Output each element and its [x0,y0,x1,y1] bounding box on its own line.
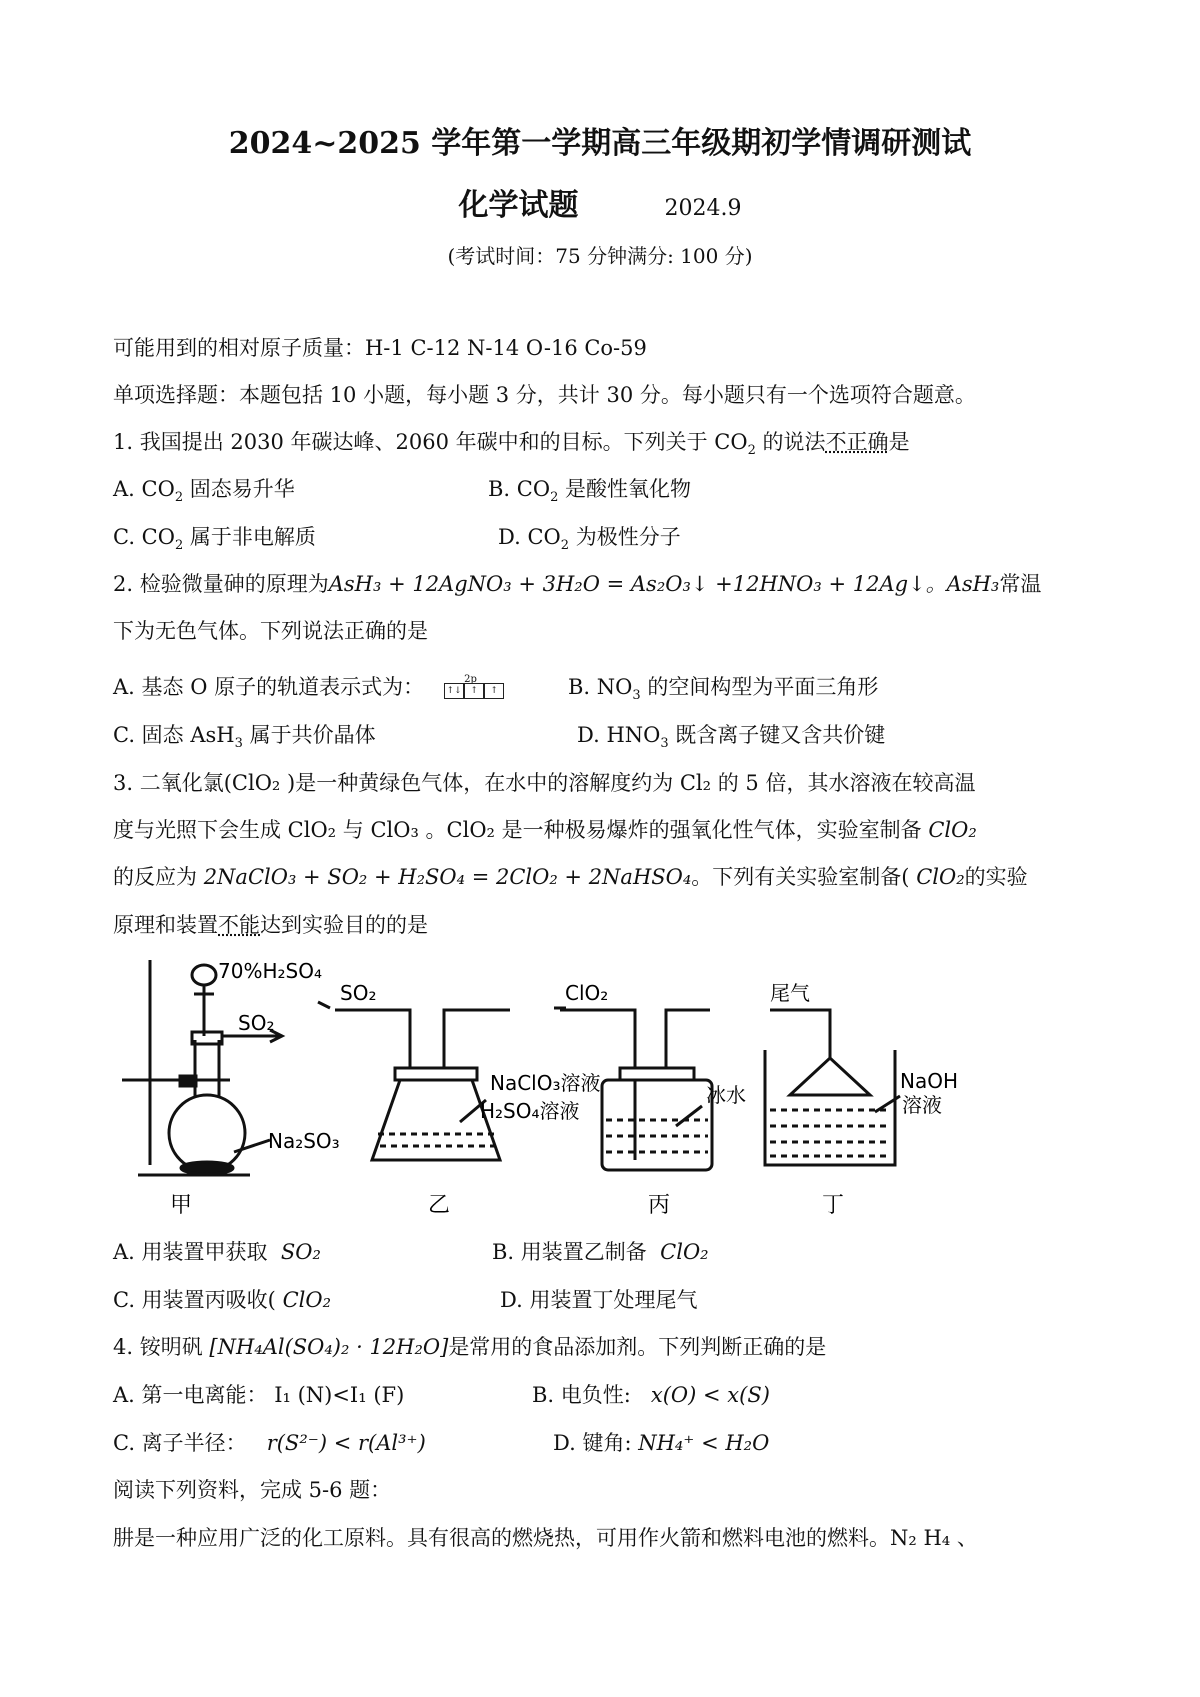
q1-option-a[interactable]: A. $CO_2$ 固态易升华 [113,477,295,506]
q1-option-c[interactable]: C. $CO_2$ 属于非电解质 [113,525,316,554]
q1-option-b[interactable]: B. $CO_2$ 是酸性氧化物 [488,477,692,506]
question-3-line-3: 的反应为 2NaClO₃ + SO₂ + H₂SO₄ = 2ClO₂ + 2NaHSO₄。下列有关实验室制备( ClO₂的实验 [113,865,1028,889]
q2-option-c[interactable]: C. 固态 AsH$_3$ 属于共价晶体 [113,723,376,752]
subject-line [0,180,1200,224]
label-so2-in: SO₂ [340,981,377,1005]
q3-option-d[interactable]: D. 用装置丁处理尾气 [500,1288,698,1312]
label-naoh: NaOH [900,1069,958,1093]
label-ice-water: 冰水 [706,1083,746,1107]
label-na2so3: Na₂SO₃ [268,1129,340,1153]
label-naclo3-solution: NaClO₃溶液 [490,1071,601,1095]
label-apparatus-bing: 丙 [648,1193,671,1218]
section-instructions: 单项选择题：本题包括 10 小题，每小题 3 分，共计 30 分。每小题只有一个选项符合题意。 [113,383,976,407]
orbital-diagram: 2p ↑↓ ↑ ↑ [444,677,504,701]
atomic-masses: 可能用到的相对原子质量：H-1 C-12 N-14 O-16 Co-59 [113,336,647,360]
q2-option-d[interactable]: D. $HNO_3$ 既含离子键又含共价键 [577,723,886,752]
reaction-equation: AsH₃ + 12AgNO₃ + 3H₂O = As₂O₃↓ +12HNO₃ + 12Ag↓。AsH₃ [328,572,1000,596]
q4-option-d[interactable]: D. 键角: NH₄⁺ < H₂O [553,1431,770,1455]
exam-info: (考试时间：75 分钟满分: 100 分) [447,244,753,268]
q4-option-c[interactable]: C. 离子半径： r(S²⁻) < r(Al³⁺) [113,1431,426,1455]
q1-option-d[interactable]: D. $CO_2$ 为极性分子 [498,525,681,554]
q4-option-b[interactable]: B. 电负性: x(O) < x(S) [532,1383,770,1407]
emphasis-text: 不能 [218,913,260,937]
question-2-stem: 2. 检验微量砷的原理为AsH₃ + 12AgNO₃ + 3H₂O = As₂O₃↓ +12HNO₃ + 12Ag↓。AsH₃常温 [113,572,1042,596]
question-3-line-4: 原理和装置不能达到实验目的的是 [113,913,428,937]
question-3-line-1: 3. 二氧化氯(ClO₂ )是一种黄绿色气体，在水中的溶解度约为 Cl₂ 的 5 倍，其水溶液在较高温 [113,771,976,795]
emphasis-text: 不正确 [825,430,889,454]
label-so2-out: SO₂ [238,1011,275,1035]
q3-option-c[interactable]: C. 用装置丙吸收( ClO₂ [113,1288,331,1312]
q2-option-b[interactable]: B. $NO_3$ 的空间构型为平面三角形 [568,675,879,704]
page-title: 2024~2025 学年第一学期高三年级期初学情调研测试 [228,126,972,161]
reading-text: 肼是一种应用广泛的化工原料。具有很高的燃烧热，可用作火箭和燃料电池的燃料。N₂ H₄ 、 [113,1526,978,1550]
q3-option-b[interactable]: B. 用装置乙制备 ClO₂ [492,1240,709,1264]
label-apparatus-jia: 甲 [170,1193,193,1218]
question-3-line-2: 度与光照下会生成 ClO₂ 与 ClO₃ 。ClO₂ 是一种极易爆炸的强氧化性气体，实验室制备 ClO₂ [113,818,977,842]
q2-option-a[interactable]: A. 基态 O 原子的轨道表示式为： 2p ↑↓ ↑ ↑ [113,672,522,702]
label-apparatus-yi: 乙 [428,1193,451,1218]
reading-intro: 阅读下列资料，完成 5-6 题： [113,1478,392,1502]
q4-option-a[interactable]: A. 第一电离能： I₁ (N)<I₁ (F) [113,1383,405,1407]
label-tail-gas: 尾气 [770,981,810,1005]
apparatus-figure [110,950,990,1220]
label-naoh-solution: 溶液 [902,1093,942,1117]
question-4-stem: 4. 铵明矾 [NH₄Al(SO₄)₂ · 12H₂O]是常用的食品添加剂。下列判断正确的是 [113,1335,827,1359]
subject-title: 化学试题 [458,188,579,223]
label-70-h2so4: 70%H₂SO₄ [218,959,322,983]
exam-date: 2024.9 [664,196,742,221]
label-apparatus-ding: 丁 [822,1193,845,1218]
question-1-stem: 1. 我国提出 2030 年碳达峰、2060 年碳中和的目标。下列关于 $CO_2$ 的说法不正确是 [113,430,910,459]
label-clo2: ClO₂ [565,981,609,1005]
q3-option-a[interactable]: A. 用装置甲获取 SO₂ [113,1240,321,1264]
label-h2so4-solution: H₂SO₄溶液 [480,1099,580,1123]
question-2-stem-cont: 下为无色气体。下列说法正确的是 [113,619,428,643]
